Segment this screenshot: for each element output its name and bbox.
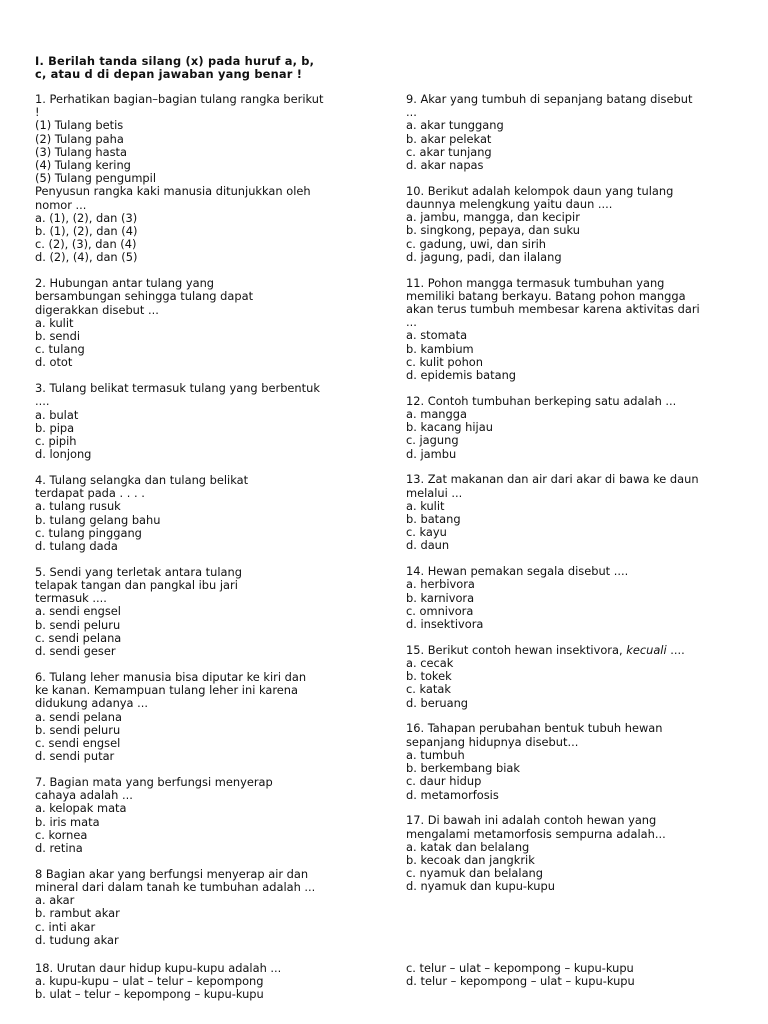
question-text: 12. Contoh tumbuhan berkeping satu adalah ...	[406, 393, 677, 408]
question-text: nomor ...	[35, 197, 87, 212]
question-1	[35, 93, 365, 265]
question-9	[406, 93, 736, 172]
question-text: daunnya melengkung yaitu daun ....	[406, 197, 613, 212]
question-text-end: ....	[666, 642, 685, 657]
answer-option-b[interactable]: b. karnivora	[406, 590, 475, 605]
answer-option-c[interactable]: c. tulang pinggang	[35, 525, 142, 540]
answer-option-b[interactable]: b. tulang gelang bahu	[35, 512, 161, 527]
answer-option-b[interactable]: b. singkong, pepaya, dan suku	[406, 223, 580, 238]
question-16	[406, 722, 736, 801]
list-item: (1) Tulang betis	[35, 118, 124, 133]
answer-option-d[interactable]: d. tulang dada	[35, 539, 118, 554]
answer-option-c[interactable]: c. katak	[406, 682, 451, 697]
question-text: sepanjang hidupnya disebut...	[406, 734, 579, 749]
question-17	[406, 814, 736, 893]
answer-option-a[interactable]: a. kelopak mata	[35, 801, 127, 816]
answer-option-c[interactable]: c. tulang	[35, 342, 85, 357]
question-text: 8 Bagian akar yang berfungsi menyerap air dan	[35, 866, 309, 881]
question-text: 11. Pohon mangga termasuk tumbuhan yang	[406, 275, 665, 290]
answer-option-b[interactable]: b. akar pelekat	[406, 131, 492, 146]
question-text-start: 15. Berikut contoh hewan insektivora,	[406, 642, 623, 657]
answer-option-b[interactable]: b. batang	[406, 512, 461, 527]
question-text: 9. Akar yang tumbuh di sepanjang batang disebut	[406, 92, 693, 106]
list-item: (3) Tulang hasta	[35, 144, 127, 159]
instructions-line-1: I. Berilah tanda silang (x) pada huruf a, b,	[35, 54, 315, 68]
answer-option-c[interactable]: c. gadung, uwi, dan sirih	[406, 236, 547, 251]
question-text: 2. Hubungan antar tulang yang	[35, 276, 215, 291]
answer-option-b[interactable]: b. berkembang biak	[406, 761, 520, 776]
question-text: bersambungan sehingga tulang dapat	[35, 289, 254, 304]
answer-option-c[interactable]: c. daur hidup	[406, 774, 482, 789]
answer-option-b[interactable]: b. iris mata	[35, 814, 100, 829]
answer-option-c[interactable]: c. akar tunjang	[406, 144, 492, 159]
question-14	[406, 565, 736, 631]
question-text: terdapat pada . . . .	[35, 486, 145, 501]
question-10	[406, 185, 736, 264]
question-18-right	[406, 962, 736, 988]
answer-option-c[interactable]: c. kornea	[35, 827, 88, 842]
emphasis-kecuali: kecuali	[626, 642, 667, 657]
answer-option-a[interactable]: a. akar tunggang	[406, 118, 504, 133]
answer-option-a[interactable]: a. cecak	[406, 656, 454, 671]
question-text: !	[35, 105, 40, 120]
answer-option-a[interactable]: a. (1), (2), dan (3)	[35, 210, 138, 225]
question-8	[35, 868, 365, 947]
question-text: termasuk ....	[35, 591, 107, 606]
answer-option-d[interactable]: d. akar napas	[406, 158, 484, 173]
answer-option-a[interactable]: a. sendi engsel	[35, 604, 121, 619]
answer-option-d[interactable]: d. daun	[406, 538, 450, 553]
question-text: 3. Tulang belikat termasuk tulang yang berbentuk	[35, 381, 320, 396]
question-15	[406, 644, 736, 710]
question-text: telapak tangan dan pangkal ibu jari	[35, 578, 238, 593]
answer-option-d[interactable]: d. beruang	[406, 695, 469, 710]
question-text: 17. Di bawah ini adalah contoh hewan yang	[406, 813, 657, 828]
question-text: ...	[406, 315, 417, 330]
answer-option-b[interactable]: b. kecoak dan jangkrik	[406, 852, 535, 867]
answer-option-a[interactable]: a. tumbuh	[406, 747, 465, 762]
answer-option-b[interactable]: b. rambut akar	[35, 906, 120, 921]
question-text: ....	[35, 394, 50, 409]
question-text: 7. Bagian mata yang berfungsi menyerap	[35, 774, 273, 789]
answer-option-d[interactable]: d. tudung akar	[35, 932, 119, 947]
answer-option-a[interactable]: a. kulit	[35, 315, 74, 330]
answer-option-a[interactable]: a. herbivora	[406, 577, 475, 592]
answer-option-c[interactable]: c. (2), (3), dan (4)	[35, 237, 137, 252]
answer-option-c[interactable]: c. omnivora	[406, 603, 474, 618]
question-6	[35, 671, 365, 763]
question-text: 14. Hewan pemakan segala disebut ....	[406, 564, 629, 579]
answer-option-c[interactable]: c. jagung	[406, 433, 459, 448]
answer-option-b[interactable]: b. ulat – telur – kepompong – kupu-kupu	[35, 987, 264, 1002]
answer-option-b[interactable]: b. kacang hijau	[406, 420, 493, 435]
answer-option-b[interactable]: b. sendi peluru	[35, 722, 121, 737]
answer-option-d[interactable]: d. (2), (4), dan (5)	[35, 250, 138, 265]
question-3	[35, 382, 365, 461]
right-column	[406, 93, 736, 906]
answer-option-a[interactable]: a. bulat	[35, 407, 79, 422]
answer-option-d[interactable]: d. telur – kepompong – ulat – kupu-kupu	[406, 974, 635, 989]
answer-option-a[interactable]: a. kulit	[406, 498, 445, 513]
left-column	[35, 93, 365, 960]
question-4	[35, 474, 365, 553]
question-text: memiliki batang berkayu. Batang pohon mangga	[406, 288, 686, 303]
question-text: cahaya adalah ...	[35, 788, 133, 803]
question-text: mineral dari dalam tanah ke tumbuhan adalah ...	[35, 879, 316, 894]
question-text: digerakkan disebut ...	[35, 302, 159, 317]
answer-option-d[interactable]: d. sendi geser	[35, 644, 116, 659]
question-2	[35, 277, 365, 369]
question-text: 18. Urutan daur hidup kupu-kupu adalah ...	[35, 961, 282, 975]
answer-option-a[interactable]: a. stomata	[406, 328, 468, 343]
question-text: 4. Tulang selangka dan tulang belikat	[35, 473, 249, 488]
question-18-left	[35, 962, 375, 1002]
answer-option-c[interactable]: c. nyamuk dan belalang	[406, 866, 544, 881]
answer-option-b[interactable]: b. tokek	[406, 669, 452, 684]
answer-option-d[interactable]: d. insektivora	[406, 617, 484, 632]
question-text: mengalami metamorfosis sempurna adalah...	[406, 826, 666, 841]
answer-option-b[interactable]: b. sendi	[35, 329, 81, 344]
answer-option-b[interactable]: b. kambium	[406, 341, 474, 356]
question-text: 5. Sendi yang terletak antara tulang	[35, 564, 242, 579]
answer-option-a[interactable]: a. akar	[35, 893, 75, 908]
answer-option-d[interactable]: d. retina	[35, 840, 83, 855]
answer-option-c[interactable]: c. kayu	[406, 525, 447, 540]
answer-option-c[interactable]: c. pipih	[35, 434, 77, 449]
list-item: (2) Tulang paha	[35, 131, 124, 146]
question-text: 6. Tulang leher manusia bisa diputar ke kiri dan	[35, 669, 307, 684]
answer-option-c[interactable]: c. inti akar	[35, 919, 96, 934]
question-text: 13. Zat makanan dan air dari akar di bawa ke daun	[406, 472, 699, 487]
instructions-line-2: c, atau d di depan jawaban yang benar !	[35, 67, 303, 82]
question-12	[406, 395, 736, 461]
question-13	[406, 473, 736, 552]
answer-option-a[interactable]: a. mangga	[406, 407, 467, 422]
list-item: (5) Tulang pengumpil	[35, 171, 156, 186]
question-11	[406, 277, 736, 383]
question-text: 10. Berikut adalah kelompok daun yang tulang	[406, 183, 674, 198]
question-text: 16. Tahapan perubahan bentuk tubuh hewan	[406, 721, 663, 736]
answer-option-d[interactable]: d. jagung, padi, dan ilalang	[406, 249, 562, 264]
question-7	[35, 776, 365, 855]
answer-option-d[interactable]: d. lonjong	[35, 447, 92, 462]
question-text: Penyusun rangka kaki manusia ditunjukkan oleh	[35, 184, 311, 199]
answer-option-a[interactable]: a. jambu, mangga, dan kecipir	[406, 210, 580, 225]
answer-option-a[interactable]: a. katak dan belalang	[406, 839, 530, 854]
answer-option-d[interactable]: d. epidemis batang	[406, 368, 517, 383]
question-text: didukung adanya ...	[35, 696, 148, 711]
answer-option-d[interactable]: d. jambu	[406, 446, 457, 461]
list-item: (4) Tulang kering	[35, 158, 131, 173]
instructions-heading	[35, 55, 365, 81]
answer-option-c[interactable]: c. sendi pelana	[35, 630, 122, 645]
question-text	[406, 644, 736, 657]
question-5	[35, 566, 365, 658]
answer-option-d[interactable]: d. metamorfosis	[406, 787, 499, 802]
question-text: 1. Perhatikan bagian–bagian tulang rangka berikut	[35, 92, 324, 106]
answer-option-a[interactable]: a. kupu-kupu – ulat – telur – kepompong	[35, 974, 264, 989]
answer-option-b[interactable]: b. sendi peluru	[35, 617, 121, 632]
answer-option-c[interactable]: c. sendi engsel	[35, 735, 121, 750]
answer-option-a[interactable]: a. tulang rusuk	[35, 499, 121, 514]
question-text: ke kanan. Kemampuan tulang leher ini karena	[35, 683, 298, 698]
answer-option-b[interactable]: b. (1), (2), dan (4)	[35, 224, 138, 239]
question-text: akan terus tumbuh membesar karena aktivitas dari	[406, 302, 700, 317]
answer-option-d[interactable]: d. nyamuk dan kupu-kupu	[406, 879, 555, 894]
answer-option-c[interactable]: c. kulit pohon	[406, 354, 483, 369]
answer-option-c[interactable]: c. telur – ulat – kepompong – kupu-kupu	[406, 961, 634, 975]
answer-option-b[interactable]: b. pipa	[35, 420, 75, 435]
answer-option-a[interactable]: a. sendi pelana	[35, 709, 122, 724]
answer-option-d[interactable]: d. otot	[35, 355, 73, 370]
question-text: ...	[406, 105, 417, 120]
answer-option-d[interactable]: d. sendi putar	[35, 749, 115, 764]
question-text: melalui ...	[406, 485, 463, 500]
